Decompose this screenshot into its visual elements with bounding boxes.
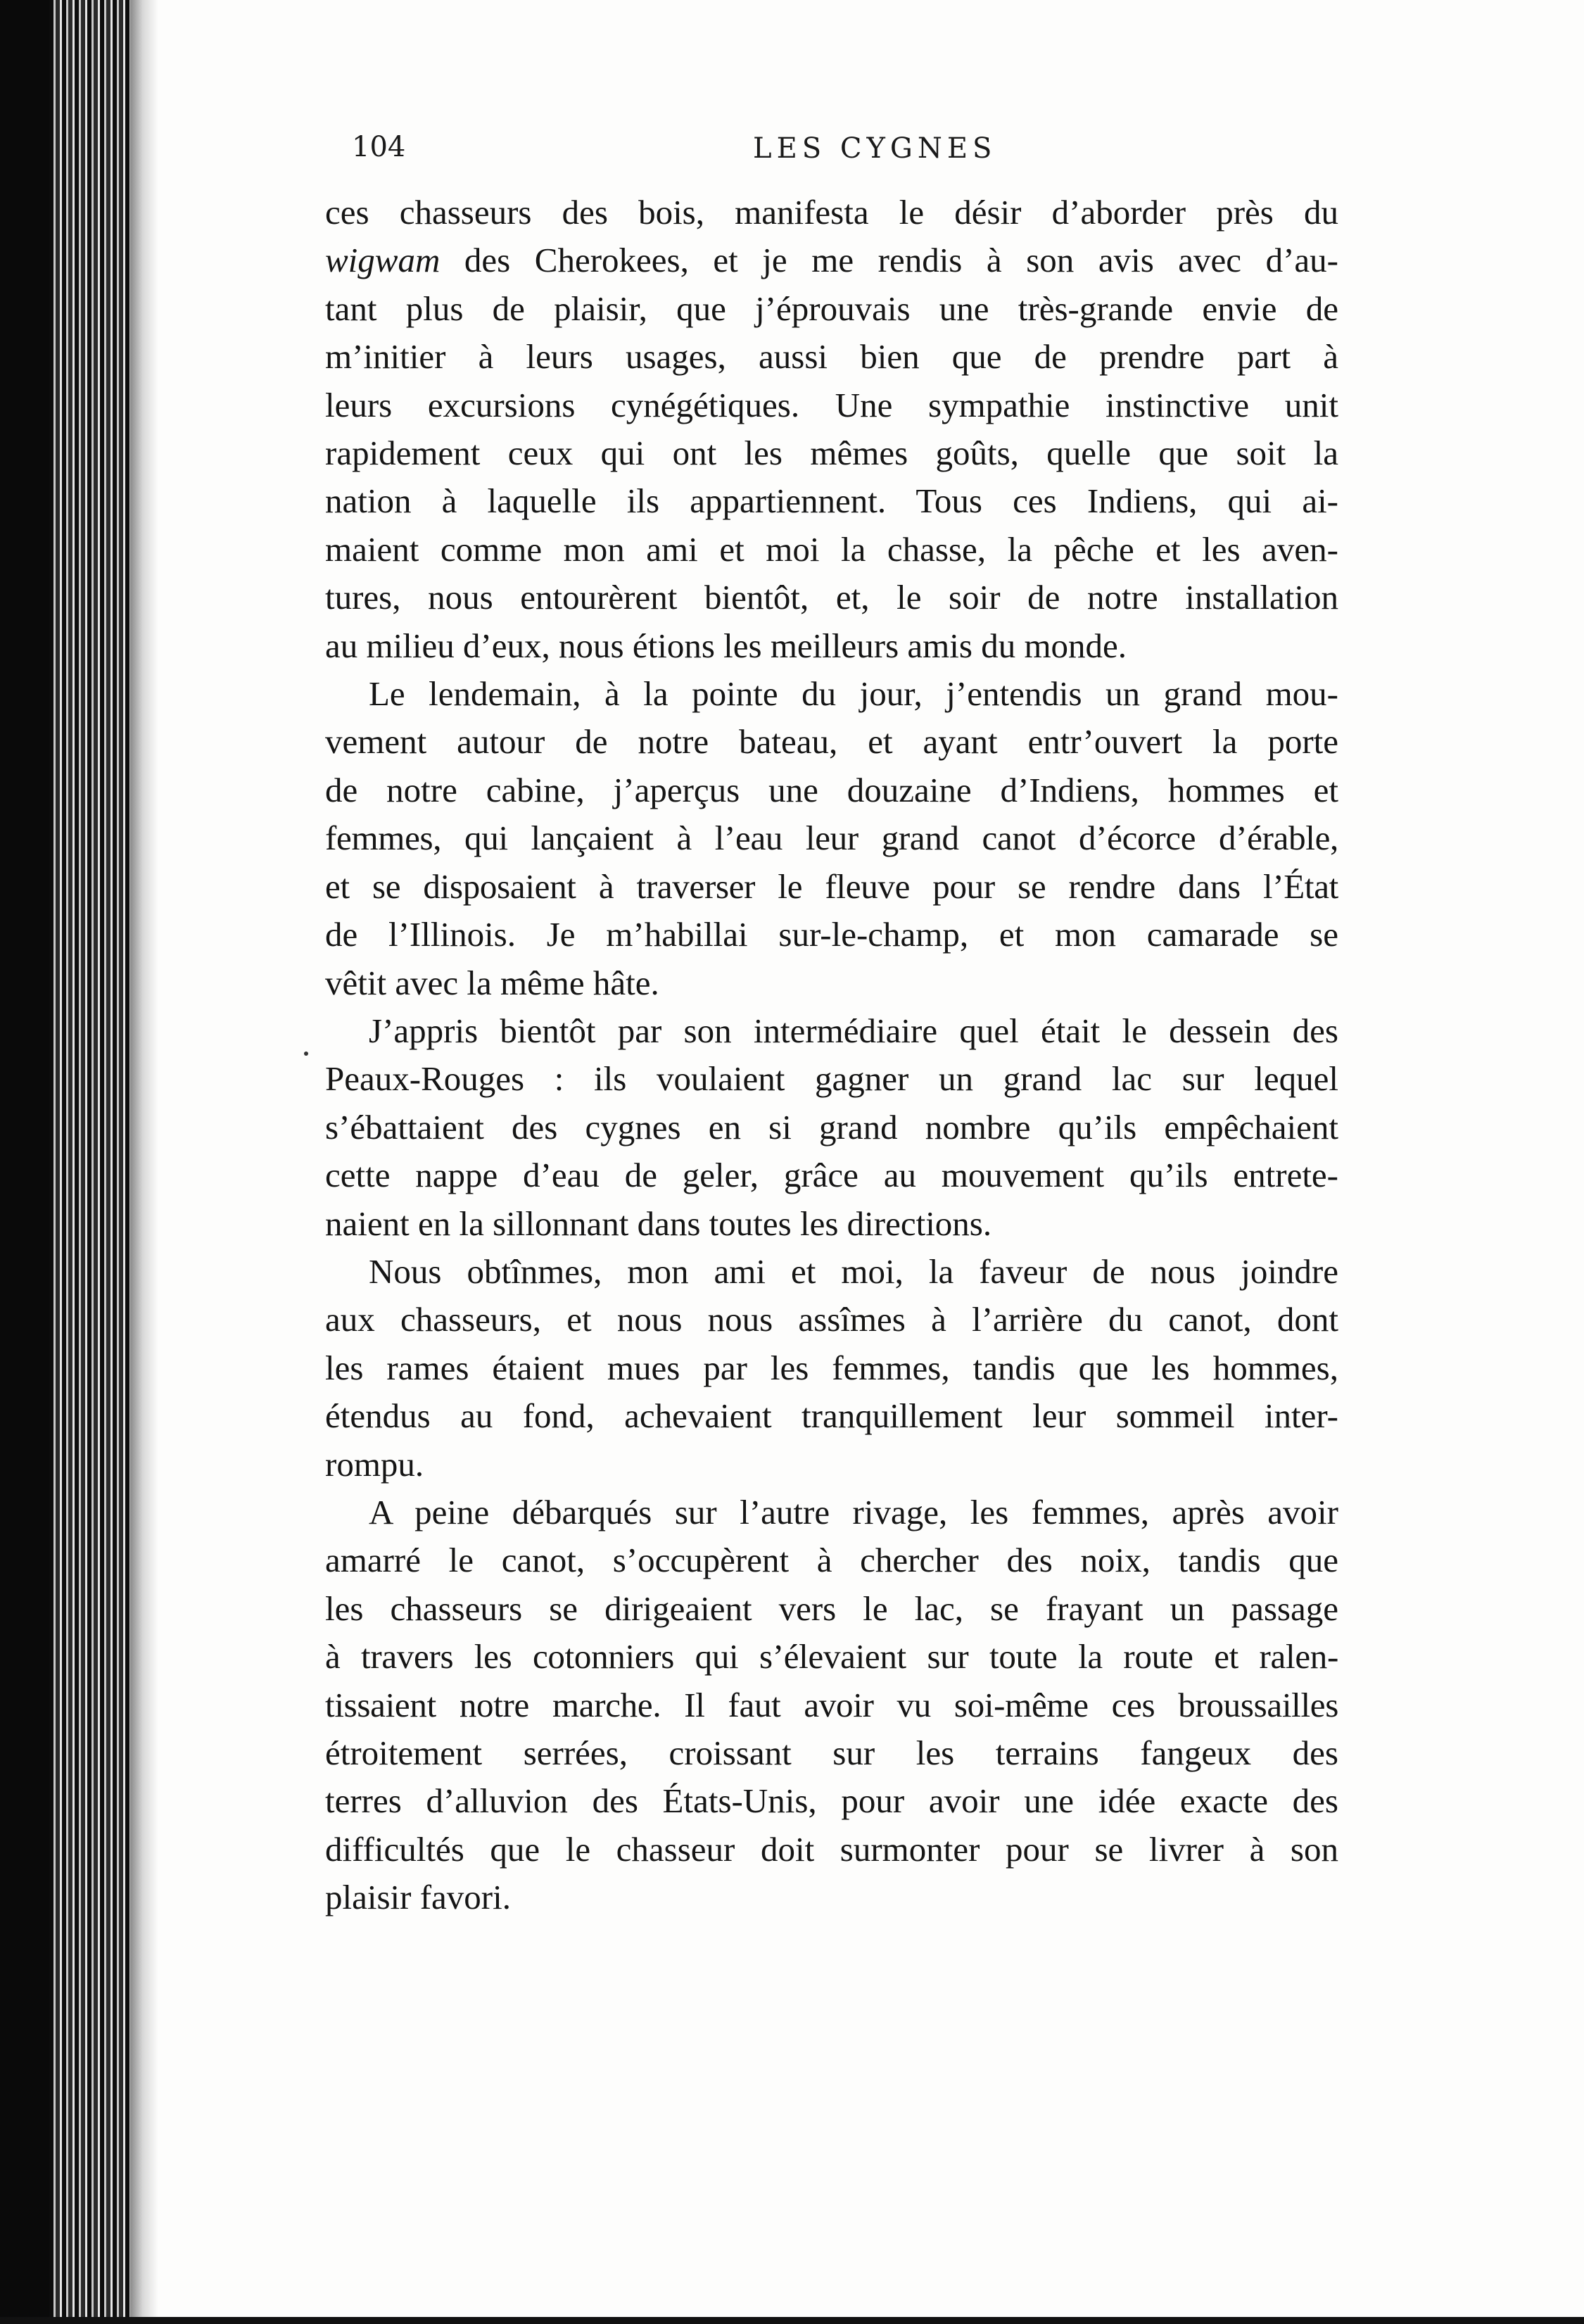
text-fragment: des Cherokees, et je me rendis à son avis avec d’au-: [440, 241, 1338, 280]
text-line: et se disposaient à traverser le fleuve pour se rendre dans l’État: [325, 866, 1338, 906]
text-line: cette nappe d’eau de geler, grâce au mouvement qu’ils entrete-: [325, 1156, 1338, 1195]
text-line: rapidement ceux qui ont les mêmes goûts, quelle que soit la: [325, 434, 1338, 473]
text-line: femmes, qui lançaient à l’eau leur grand canot d’écorce d’érable,: [325, 819, 1338, 858]
text-line: les rames étaient mues par les femmes, tandis que les hommes,: [325, 1348, 1338, 1387]
text-line: de l’Illinois. Je m’habillai sur-le-champ, et mon camarade se: [325, 915, 1338, 954]
text-line: Le lendemain, à la pointe du jour, j’entendis un grand mou-: [369, 674, 1338, 714]
text-line: terres d’alluvion des États-Unis, pour avoir une idée exacte des: [325, 1781, 1338, 1821]
text-line: s’ébattaient des cygnes en si grand nombre qu’ils empêchaient: [325, 1107, 1338, 1147]
scan-speck: [304, 1052, 308, 1056]
text-line: naient en la sillonnant dans toutes les directions.: [325, 1204, 992, 1243]
text-line: tant plus de plaisir, que j’éprouvais une très-grande envie de: [325, 289, 1338, 328]
text-line: difficultés que le chasseur doit surmonter pour se livrer à son: [325, 1829, 1338, 1869]
text-line: tissaient notre marche. Il faut avoir vu soi-même ces broussailles: [325, 1685, 1338, 1724]
text-line: plaisir favori.: [325, 1878, 511, 1917]
text-line: vement autour de notre bateau, et ayant entr’ouvert la porte: [325, 722, 1338, 762]
text-line: A peine débarqués sur l’autre rivage, les femmes, après avoir: [369, 1492, 1338, 1532]
text-line: [325, 236, 1338, 284]
text-line: ces chasseurs des bois, manifesta le désir d’aborder près du: [325, 193, 1338, 232]
text-line: maient comme mon ami et moi la chasse, la pêche et les aven-: [325, 529, 1338, 569]
running-head: LES CYGNES: [753, 132, 997, 165]
text-line: leurs excursions cynégétiques. Une sympathie instinctive unit: [325, 385, 1338, 424]
text-line: Nous obtînmes, mon ami et moi, la faveur de nous joindre: [369, 1251, 1338, 1291]
text-line: m’initier à leurs usages, aussi bien que de prendre part à: [325, 337, 1338, 377]
text-line: de notre cabine, j’aperçus une douzaine d’Indiens, hommes et: [325, 770, 1338, 809]
text-line: nation à laquelle ils appartiennent. Tous ces Indiens, qui ai-: [325, 481, 1338, 521]
page-edges: [49, 0, 130, 2324]
text-line: à travers les cotonniers qui s’élevaient sur toute la route et ralen-: [325, 1637, 1338, 1676]
page-header: [352, 131, 1337, 173]
text-line: aux chasseurs, et nous nous assîmes à l’arrière du canot, dont: [325, 1300, 1338, 1339]
text-line: vêtit avec la même hâte.: [325, 963, 659, 1002]
page-number: 104: [352, 131, 406, 163]
text-line: étendus au fond, achevaient tranquillement leur sommeil inter-: [325, 1396, 1338, 1436]
text-line: Peaux-Rouges : ils voulaient gagner un grand lac sur lequel: [325, 1059, 1338, 1099]
gutter-shadow: [130, 0, 158, 2324]
text-line: J’appris bientôt par son intermédiaire quel était le dessein des: [369, 1011, 1338, 1050]
book-binding-edge: [0, 0, 49, 2324]
scan-bottom-edge: [0, 2317, 1584, 2324]
text-line: rompu.: [325, 1444, 424, 1484]
text-line: au milieu d’eux, nous étions les meilleurs amis du monde.: [325, 626, 1127, 665]
text-line: étroitement serrées, croissant sur les terrains fangeux des: [325, 1733, 1338, 1772]
text-line: les chasseurs se dirigeaient vers le lac, se frayant un passage: [325, 1589, 1338, 1628]
text-line: amarré le canot, s’occupèrent à chercher des noix, tandis que: [325, 1541, 1338, 1580]
italic-word: wigwam: [325, 241, 441, 280]
body-text: [325, 189, 1338, 1922]
text-line: tures, nous entourèrent bientôt, et, le soir de notre installation: [325, 578, 1338, 617]
